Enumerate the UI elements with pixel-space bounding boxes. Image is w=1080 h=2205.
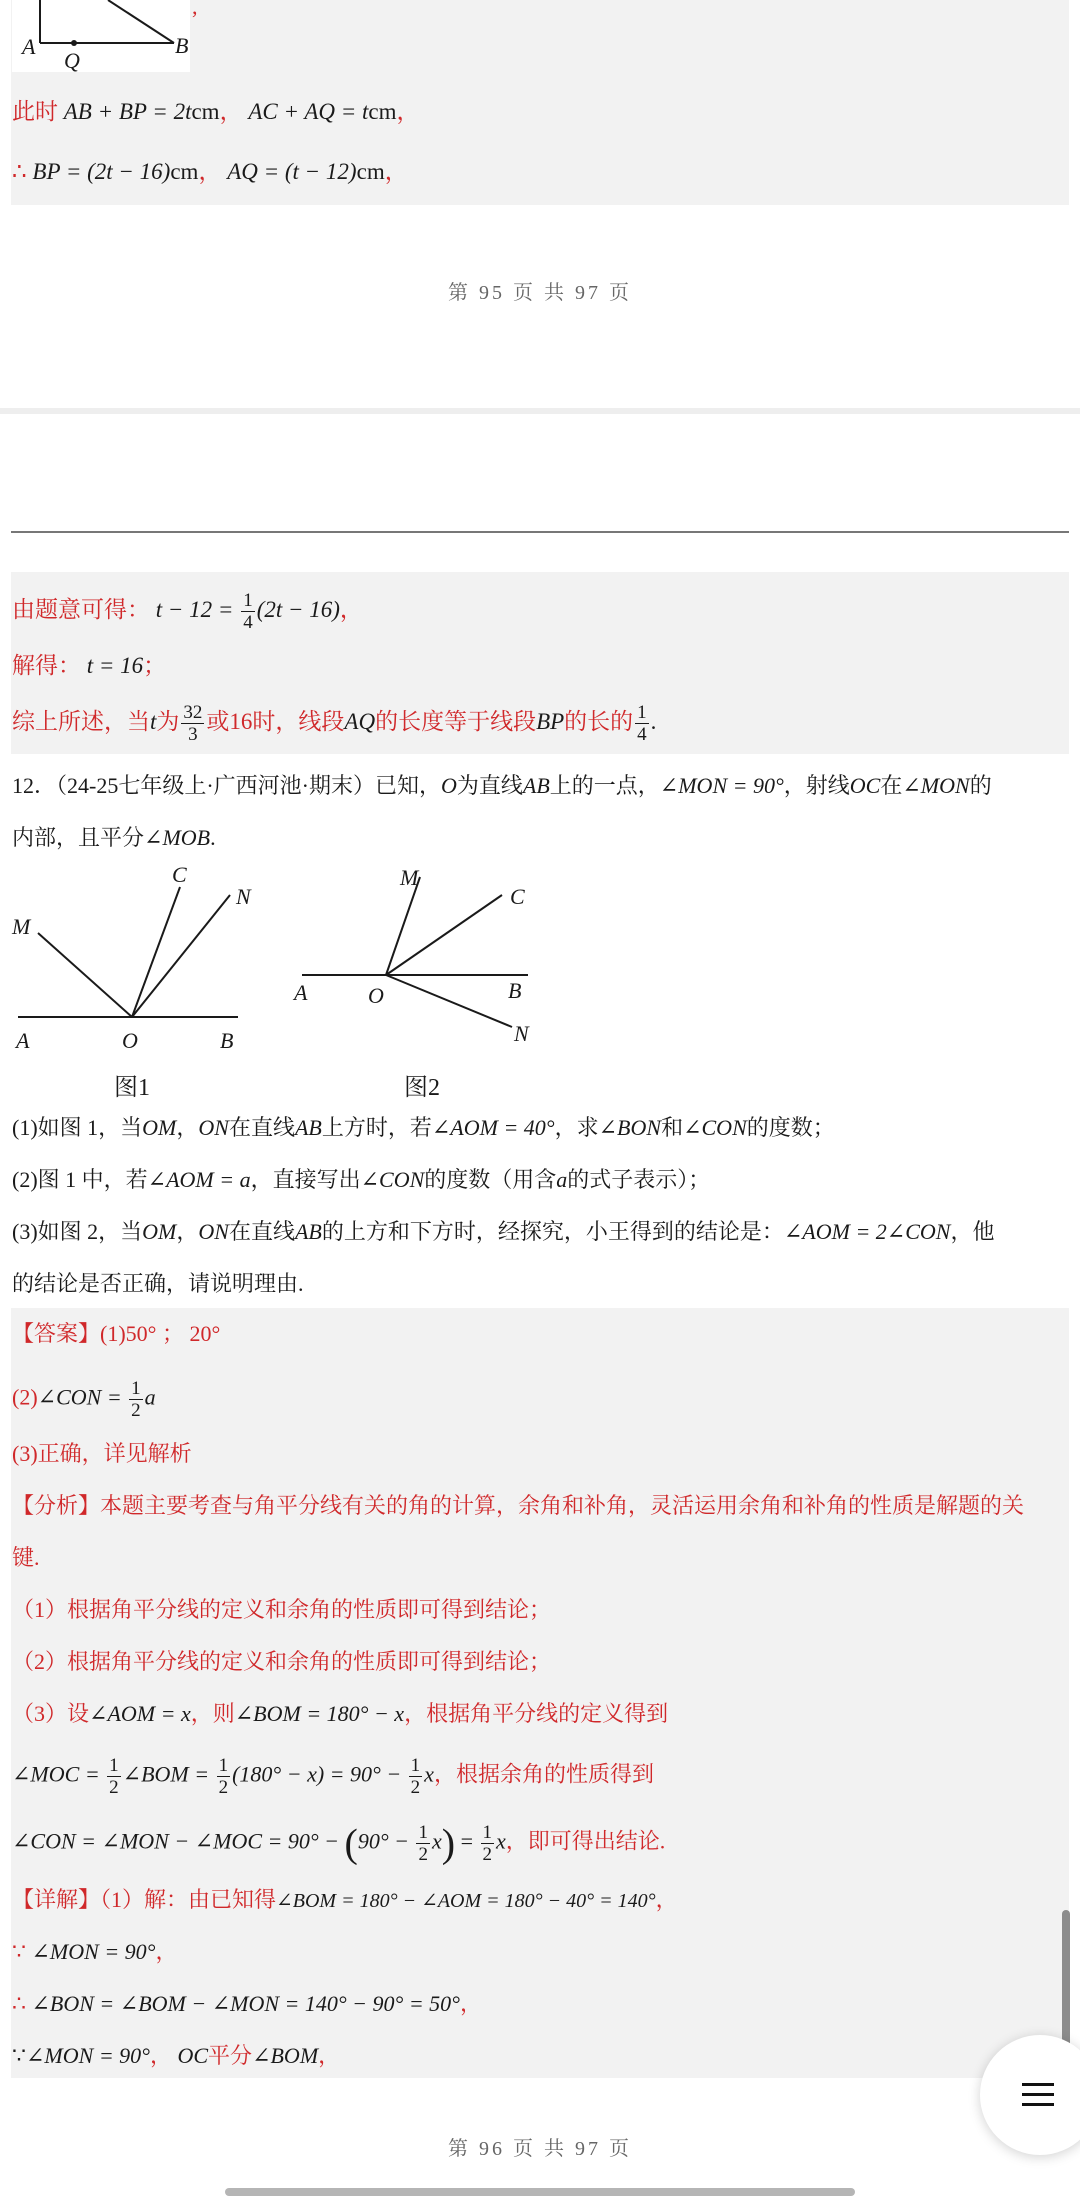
fig-top-label-q: Q (64, 48, 80, 73)
page96-footer: 第 96 页 共 97 页 (448, 2138, 632, 2160)
fig2-label-a: A (294, 980, 308, 1005)
figure-2 (280, 855, 550, 1105)
fig1-caption: 图1 (114, 1075, 150, 1101)
sol-line3: 综上所述，当t为 $\frac{32}{3}$ 或16时，线段AQ的长度等于线段BP的长的 $\frac{1}{4}$ . (12, 702, 657, 745)
answer-line1: 【答案】(1)50° ； 20° (12, 1321, 221, 1346)
fig1-label-o: O (122, 1028, 138, 1053)
fig1-label-n: N (236, 884, 251, 909)
fig1-label-m: M (12, 914, 31, 939)
part-3-question-line2: 的结论是否正确，请说明理由. (12, 1271, 304, 1296)
answer-line3: (3)正确，详见解析 (12, 1441, 192, 1466)
sol-line1: 由题意可得： t − 12 = $\frac{1}{4}$ (2t − 16)， (12, 590, 363, 633)
analysis-part3: （3）设∠AOM = x，则∠BOM = 180° − x，根据角平分线的定义得到 (12, 1701, 669, 1726)
question-12-line1: 12．（24-25七年级上·广西河池·期末）已知，O为直线AB上的一点，∠MON = 90°，射线OC在∠MON的 (12, 773, 992, 798)
analysis-line1: 【分析】本题主要考查与角平分线有关的角的计算，余角和补角，灵活运用余角和补角的性质是解题的关 (12, 1493, 1025, 1518)
detail-line4: ∵∠MON = 90°， OC平分∠BOM， (12, 2043, 341, 2068)
part-3-question: (3)如图 2，当OM，ON在直线AB的上方和下方时，经探究，小王得到的结论是：∠AOM = 2∠CON，他 (12, 1219, 995, 1244)
detail-line2: ∵ ∠MON = 90°， (12, 1939, 178, 1964)
hamburger-menu-icon (1022, 2083, 1054, 2086)
fig-top-label-b: B (175, 33, 189, 58)
fig1-label-a: A (16, 1028, 30, 1053)
analysis-moc-equation: ∠MOC = $\frac{1}{2}$ ∠BOM = $\frac{1}{2}$ (180° − x) = 90° − $\frac{1}{2}$ x，根据余角的性质得到 (12, 1755, 654, 1798)
page95-footer: 第 95 页 共 97 页 (448, 282, 632, 304)
fig2-label-c: C (510, 884, 525, 909)
page96-header-rule (11, 531, 1069, 533)
fig2-label-m: M (400, 865, 419, 890)
page95-line1: 此时 AB + BP = 2tcm， AC + AQ = tcm， (12, 99, 420, 124)
detail-line3: ∴ ∠BON = ∠BOM − ∠MON = 140° − 90° = 50°， (12, 1991, 482, 2016)
sol-line2: 解得： t = 16； (12, 653, 167, 678)
analysis-line2: 键. (12, 1545, 40, 1570)
fig2-caption: 图2 (404, 1075, 440, 1101)
analysis-part1: （1）根据角平分线的定义和余角的性质即可得到结论； (12, 1597, 552, 1622)
page95-line2: ∴ BP = (2t − 16)cm， AQ = (t − 12)cm， (12, 159, 408, 184)
scrollbar-thumb[interactable] (1062, 1910, 1070, 2060)
fig2-label-o: O (368, 983, 384, 1008)
fig2-label-n: N (514, 1021, 529, 1046)
fig2-label-b: B (508, 978, 522, 1003)
detail-line1: 【详解】（1）解：由已知得∠BOM = 180° − ∠AOM = 180° − 40° = 140°， (12, 1887, 678, 1912)
page-separator (0, 408, 1080, 414)
analysis-con-equation: ∠CON = ∠MON − ∠MOC = 90° − (90° − $\frac{1}{2}$ x) = $\frac{1}{2}$ x，即可得出结论. (12, 1820, 666, 1866)
fig1-label-b: B (220, 1028, 234, 1053)
answer-line2: (2)∠CON = $\frac{1}{2}$ a (12, 1378, 156, 1421)
part-2-question: (2)图 1 中，若∠AOM = a，直接写出∠CON的度数（用含a的式子表示）； (12, 1167, 711, 1192)
fig1-label-c: C (172, 862, 187, 887)
analysis-part2: （2）根据角平分线的定义和余角的性质即可得到结论； (12, 1649, 552, 1674)
fig-top-label-a: A (22, 34, 36, 59)
question-12-line2: 内部，且平分∠MOB. (12, 825, 216, 850)
part-1-question: (1)如图 1，当OM，ON在直线AB上方时，若∠AOM = 40°，求∠BON和∠CON的度数； (12, 1115, 835, 1140)
home-indicator[interactable] (225, 2188, 855, 2196)
page95-top-figure (0, 0, 200, 75)
figure-1 (0, 855, 270, 1105)
